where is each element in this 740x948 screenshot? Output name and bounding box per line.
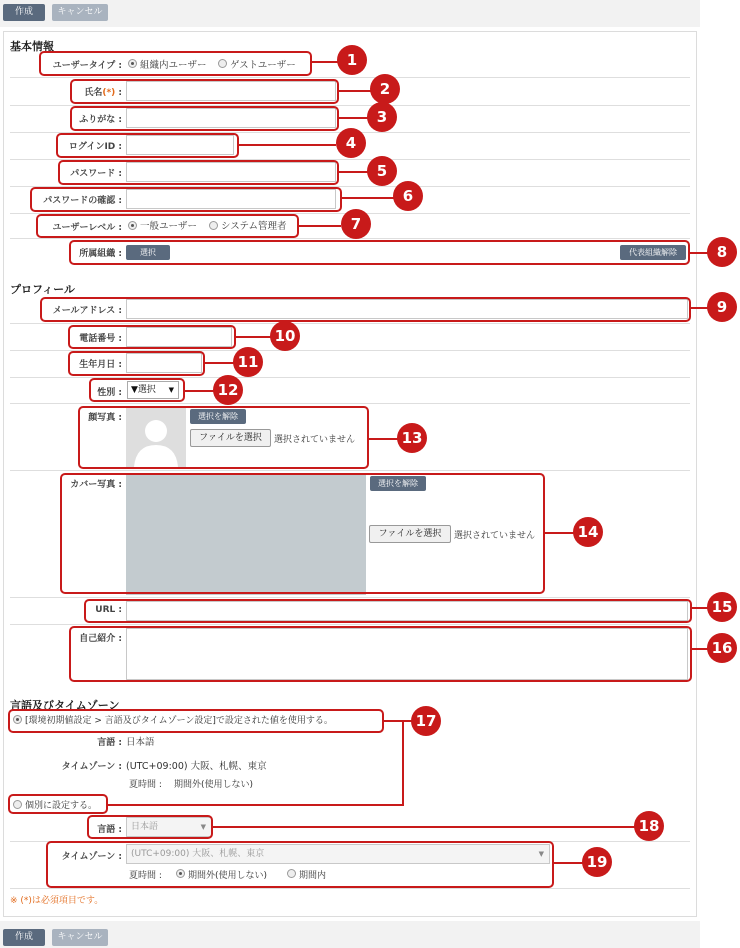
highlight-gender [89,378,185,402]
user-level-label: ユーザーレベル : [52,223,122,233]
default-dst-value: 期間外(使用しない) [174,780,254,790]
highlight-login-id [56,133,239,158]
name-label: 氏名(*) : [84,88,122,98]
default-tz-label: タイムゾーン : [61,762,122,772]
callout-7: 7 [341,209,371,239]
highlight-name [70,79,339,104]
highlight-org [69,240,690,265]
callout-4: 4 [336,128,366,158]
org-label: 所属組織 : [79,249,122,259]
section-title-locale: 言語及びタイムゾーン [10,699,120,712]
callout-1: 1 [337,45,367,75]
section-title-profile: プロフィール [10,283,75,296]
callout-8: 8 [707,237,737,267]
callout-10: 10 [270,321,300,351]
callout-13: 13 [397,423,427,453]
user-type-internal-label: 組織内ユーザー [140,60,207,71]
callout-6: 6 [393,181,423,211]
highlight-url [84,599,692,623]
dst-off-label: 期間外(使用しない) [188,871,268,881]
user-type-label: ユーザータイプ : [52,61,122,71]
user-type-guest-label: ゲストユーザー [230,60,296,71]
url-label: URL : [95,605,122,615]
default-dst-label: 夏時間 : [129,780,162,790]
gender-label: 性別 : [97,388,122,398]
cancel-button[interactable]: キャンセル [52,4,108,21]
email-label: メールアドレス : [52,306,122,316]
locale-individual-label: 個別に設定する。 [25,801,98,811]
default-lang-label: 言語 : [97,738,122,748]
highlight-lang [87,815,213,839]
highlight-password [58,160,339,185]
org-unset-button[interactable]: 代表組織解除 [620,245,686,260]
highlight-user-type [39,51,312,76]
highlight-furigana [70,106,339,131]
gender-select[interactable]: ▼選択 ▼ [127,381,179,399]
callout-5: 5 [367,156,397,186]
highlight-phone [68,325,236,349]
default-lang-value: 日本語 [126,737,155,748]
create-button-bottom[interactable]: 作成 [3,929,45,946]
required-note: ※ (*)は必須項目です。 [10,896,104,906]
password-label: パスワード : [70,169,122,179]
callout-17: 17 [411,706,441,736]
highlight-photo [78,406,369,469]
callout-3: 3 [367,102,397,132]
photo-file-button[interactable]: ファイルを選択 [190,429,271,447]
cancel-button-bottom[interactable]: キャンセル [52,929,108,946]
callout-14: 14 [573,517,603,547]
locale-default-label: [環境初期値設定 > 言語及びタイムゾーン設定]で設定された値を使用する。 [25,716,333,726]
section-title-basic: 基本情報 [10,40,54,53]
highlight-user-level [36,214,299,238]
callout-19: 19 [582,847,612,877]
highlight-cover [60,473,545,594]
callout-18: 18 [634,811,664,841]
callout-9: 9 [707,292,737,322]
default-tz-value: (UTC+09:00) 大阪、札幌、東京 [126,761,267,772]
dst-label: 夏時間 : [129,871,162,881]
lang-select[interactable]: 日本語 ▼ [126,817,212,837]
callout-16: 16 [707,633,737,663]
callout-15: 15 [707,592,737,622]
cover-label: カバー写真 : [70,480,122,490]
callout-2: 2 [370,74,400,104]
dst-on-label: 期間内 [299,871,327,881]
highlight-email [40,297,691,322]
birthday-label: 生年月日 : [79,360,122,370]
photo-no-file-text: 選択されていません [274,435,356,445]
callout-12: 12 [213,375,243,405]
cover-no-file-text: 選択されていません [454,531,536,541]
highlight-timezone [46,841,554,888]
highlight-locale-default [8,709,384,733]
highlight-password-confirm [30,187,342,212]
user-level-general-label: 一般ユーザー [140,221,198,232]
callout-11: 11 [233,347,263,377]
lang-label: 言語 : [97,825,122,835]
furigana-label: ふりがな : [79,115,122,125]
password-confirm-label: パスワードの確認 : [43,196,122,206]
login-id-label: ログインID : [68,142,122,152]
highlight-bio [69,626,692,682]
tz-select[interactable]: (UTC+09:00) 大阪、札幌、東京 ▼ [126,844,550,864]
tz-label: タイムゾーン : [61,852,122,862]
cover-file-button[interactable]: ファイルを選択 [369,525,451,543]
phone-label: 電話番号 : [79,334,122,344]
user-level-admin-label: システム管理者 [221,221,287,232]
highlight-birthday [68,351,205,376]
create-button[interactable]: 作成 [3,4,45,21]
photo-label: 顔写真 : [88,413,122,423]
cover-clear-button[interactable]: 選択を解除 [370,476,426,491]
bio-label: 自己紹介 : [79,634,122,644]
highlight-locale-individual [8,794,108,814]
org-select-button[interactable]: 選択 [126,245,170,260]
photo-clear-button[interactable]: 選択を解除 [190,409,246,424]
